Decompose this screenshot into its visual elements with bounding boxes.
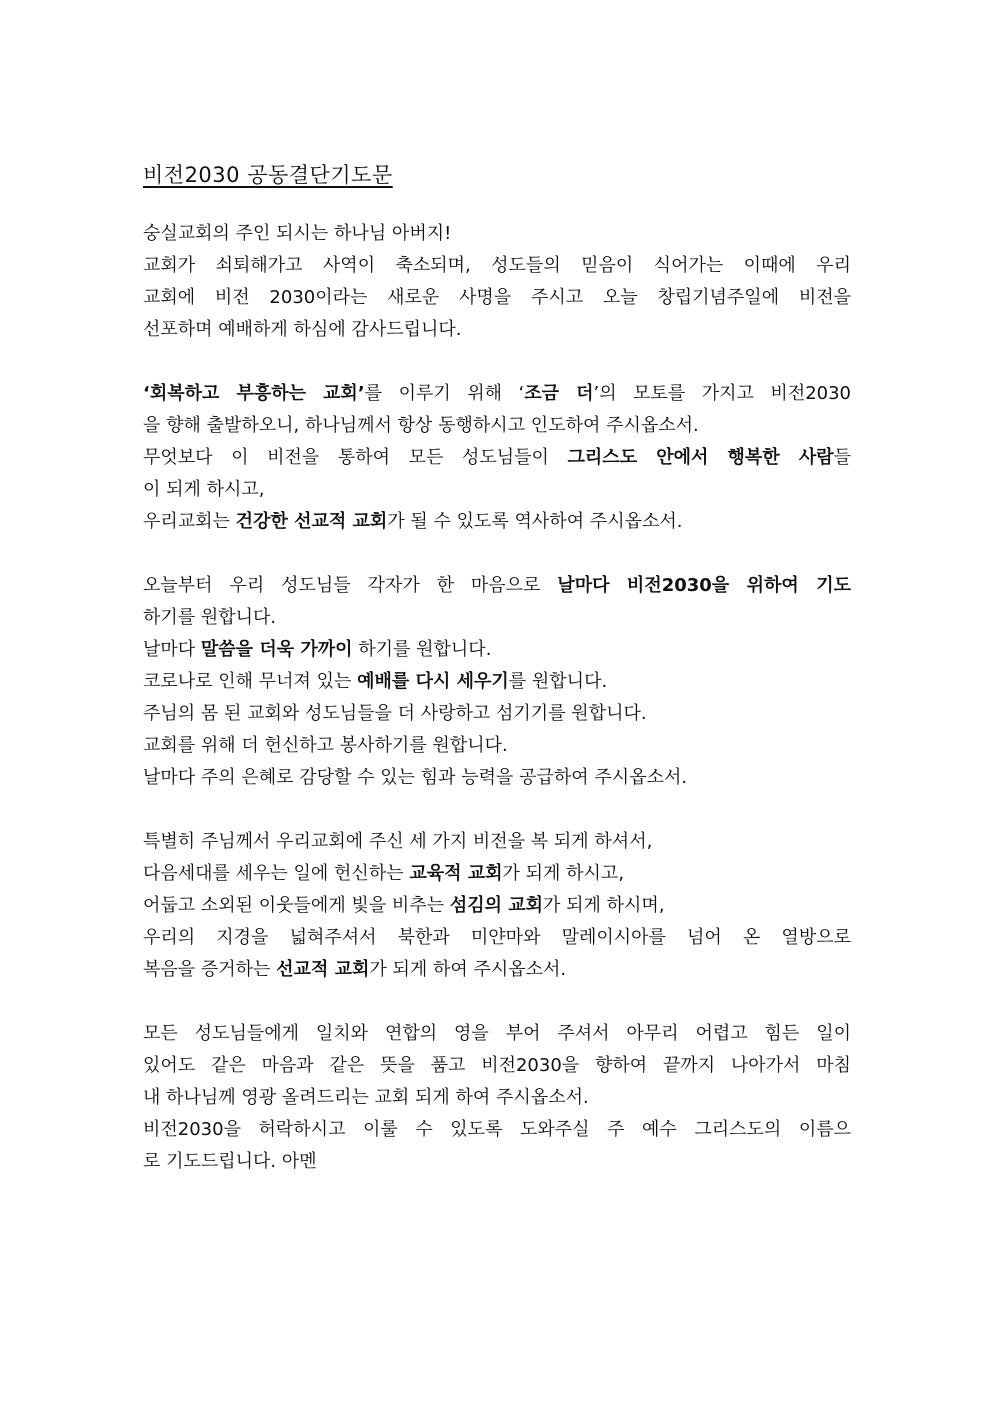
text-span: 가 될 수 있도록 역사하여 주시옵소서. [387, 511, 683, 532]
emphasis: 교육적 교회 [409, 863, 503, 884]
paragraph-gap [143, 986, 851, 1018]
text-span: 가 되게 하시고, [502, 863, 625, 884]
text-span: 가 되게 하시며, [543, 895, 665, 916]
emphasis: 섬김의 교회 [449, 895, 544, 916]
text-line [143, 634, 851, 666]
paragraph-prayer [143, 570, 851, 794]
paragraph-gap [143, 794, 851, 826]
paragraph-vision [143, 378, 851, 538]
text-span: 어둡고 소외된 이웃들에게 빛을 비추는 [143, 895, 450, 916]
text-line [143, 378, 851, 410]
text-line [143, 890, 851, 922]
text-span: ’의 모토를 가지고 비전2030 [593, 383, 851, 404]
text-line: 교회를 위해 더 헌신하고 봉사하기를 원합니다. [143, 735, 508, 756]
text-line: 특별히 주님께서 우리교회에 주신 세 가지 비전을 복 되게 하셔서, [143, 831, 653, 852]
text-span: 가 되게 하여 주시옵소서. [369, 959, 567, 980]
text-line [143, 506, 851, 538]
document-page [143, 160, 851, 1178]
text-span: 를 이루기 위해 ‘ [364, 383, 525, 404]
emphasis: 그리스도 안에서 행복한 사람 [567, 447, 834, 468]
text-span: 들 [833, 447, 851, 468]
emphasis: ‘회복하고 부흥하는 교회’ [143, 383, 365, 404]
text-line: 선포하며 예배하게 하심에 감사드립니다. [143, 319, 462, 340]
text-line [143, 666, 851, 698]
text-span: 날마다 [143, 639, 201, 660]
paragraph-three-visions [143, 826, 851, 986]
text-span: 무엇보다 이 비전을 통하여 모든 성도님들이 [143, 447, 568, 468]
text-line: 비전2030을 허락하시고 이룰 수 있도록 도와주실 주 예수 그리스도의 이름으 [143, 1119, 851, 1140]
text-line: 로 기도드립니다. 아멘 [143, 1151, 317, 1172]
text-line: 숭실교회의 주인 되시는 하나님 아버지! [143, 223, 452, 244]
text-line: 을 향해 출발하오니, 하나님께서 항상 동행하시고 인도하여 주시옵소서. [143, 415, 699, 436]
text-line [143, 954, 851, 986]
emphasis: 선교적 교회 [276, 959, 370, 980]
text-span: 오늘부터 우리 성도님들 각자가 한 마음으로 [143, 575, 558, 596]
text-span: 하기를 원합니다. [352, 639, 492, 660]
text-line: 내 하나님께 영광 올려드리는 교회 되게 하여 주시옵소서. [143, 1087, 589, 1108]
text-line [143, 570, 851, 602]
paragraph-gap [143, 538, 851, 570]
text-line [143, 858, 851, 890]
document-title: 비전2030 공동결단기도문 [143, 163, 393, 187]
text-span: 를 원합니다. [508, 671, 608, 692]
text-line: 교회에 비전 2030이라는 새로운 사명을 주시고 오늘 창립기념주일에 비전을 [143, 287, 851, 308]
text-line: 교회가 쇠퇴해가고 사역이 축소되며, 성도들의 믿음이 식어가는 이때에 우리 [143, 255, 851, 276]
emphasis: 예배를 다시 세우기 [357, 671, 509, 692]
text-line: 우리의 지경을 넓혀주셔서 북한과 미얀마와 말레이시아를 넘어 온 열방으로 [143, 927, 851, 948]
text-line: 날마다 주의 은혜로 감당할 수 있는 힘과 능력을 공급하여 주시옵소서. [143, 767, 688, 788]
emphasis: 조금 더 [524, 383, 594, 404]
text-line: 있어도 같은 마음과 같은 뜻을 품고 비전2030을 향하여 끝까지 나아가서 마침 [143, 1055, 851, 1076]
text-line: 이 되게 하시고, [143, 479, 265, 500]
emphasis: 건강한 선교적 교회 [235, 511, 388, 532]
paragraph-closing [143, 1018, 851, 1178]
text-span: 코로나로 인해 무너져 있는 [143, 671, 358, 692]
text-line: 모든 성도님들에게 일치와 연합의 영을 부어 주셔서 아무리 어렵고 힘든 일이 [143, 1023, 851, 1044]
text-line [143, 442, 851, 474]
text-span: 다음세대를 세우는 일에 헌신하는 [143, 863, 410, 884]
emphasis: 날마다 비전2030을 위하여 기도 [557, 575, 851, 596]
text-span: 우리교회는 [143, 511, 236, 532]
text-line: 하기를 원합니다. [143, 607, 277, 628]
paragraph-gap [143, 346, 851, 378]
text-line: 주님의 몸 된 교회와 성도님들을 더 사랑하고 섬기기를 원합니다. [143, 703, 647, 724]
paragraph-intro [143, 218, 851, 346]
text-span: 복음을 증거하는 [143, 959, 277, 980]
emphasis: 말씀을 더욱 가까이 [200, 639, 353, 660]
